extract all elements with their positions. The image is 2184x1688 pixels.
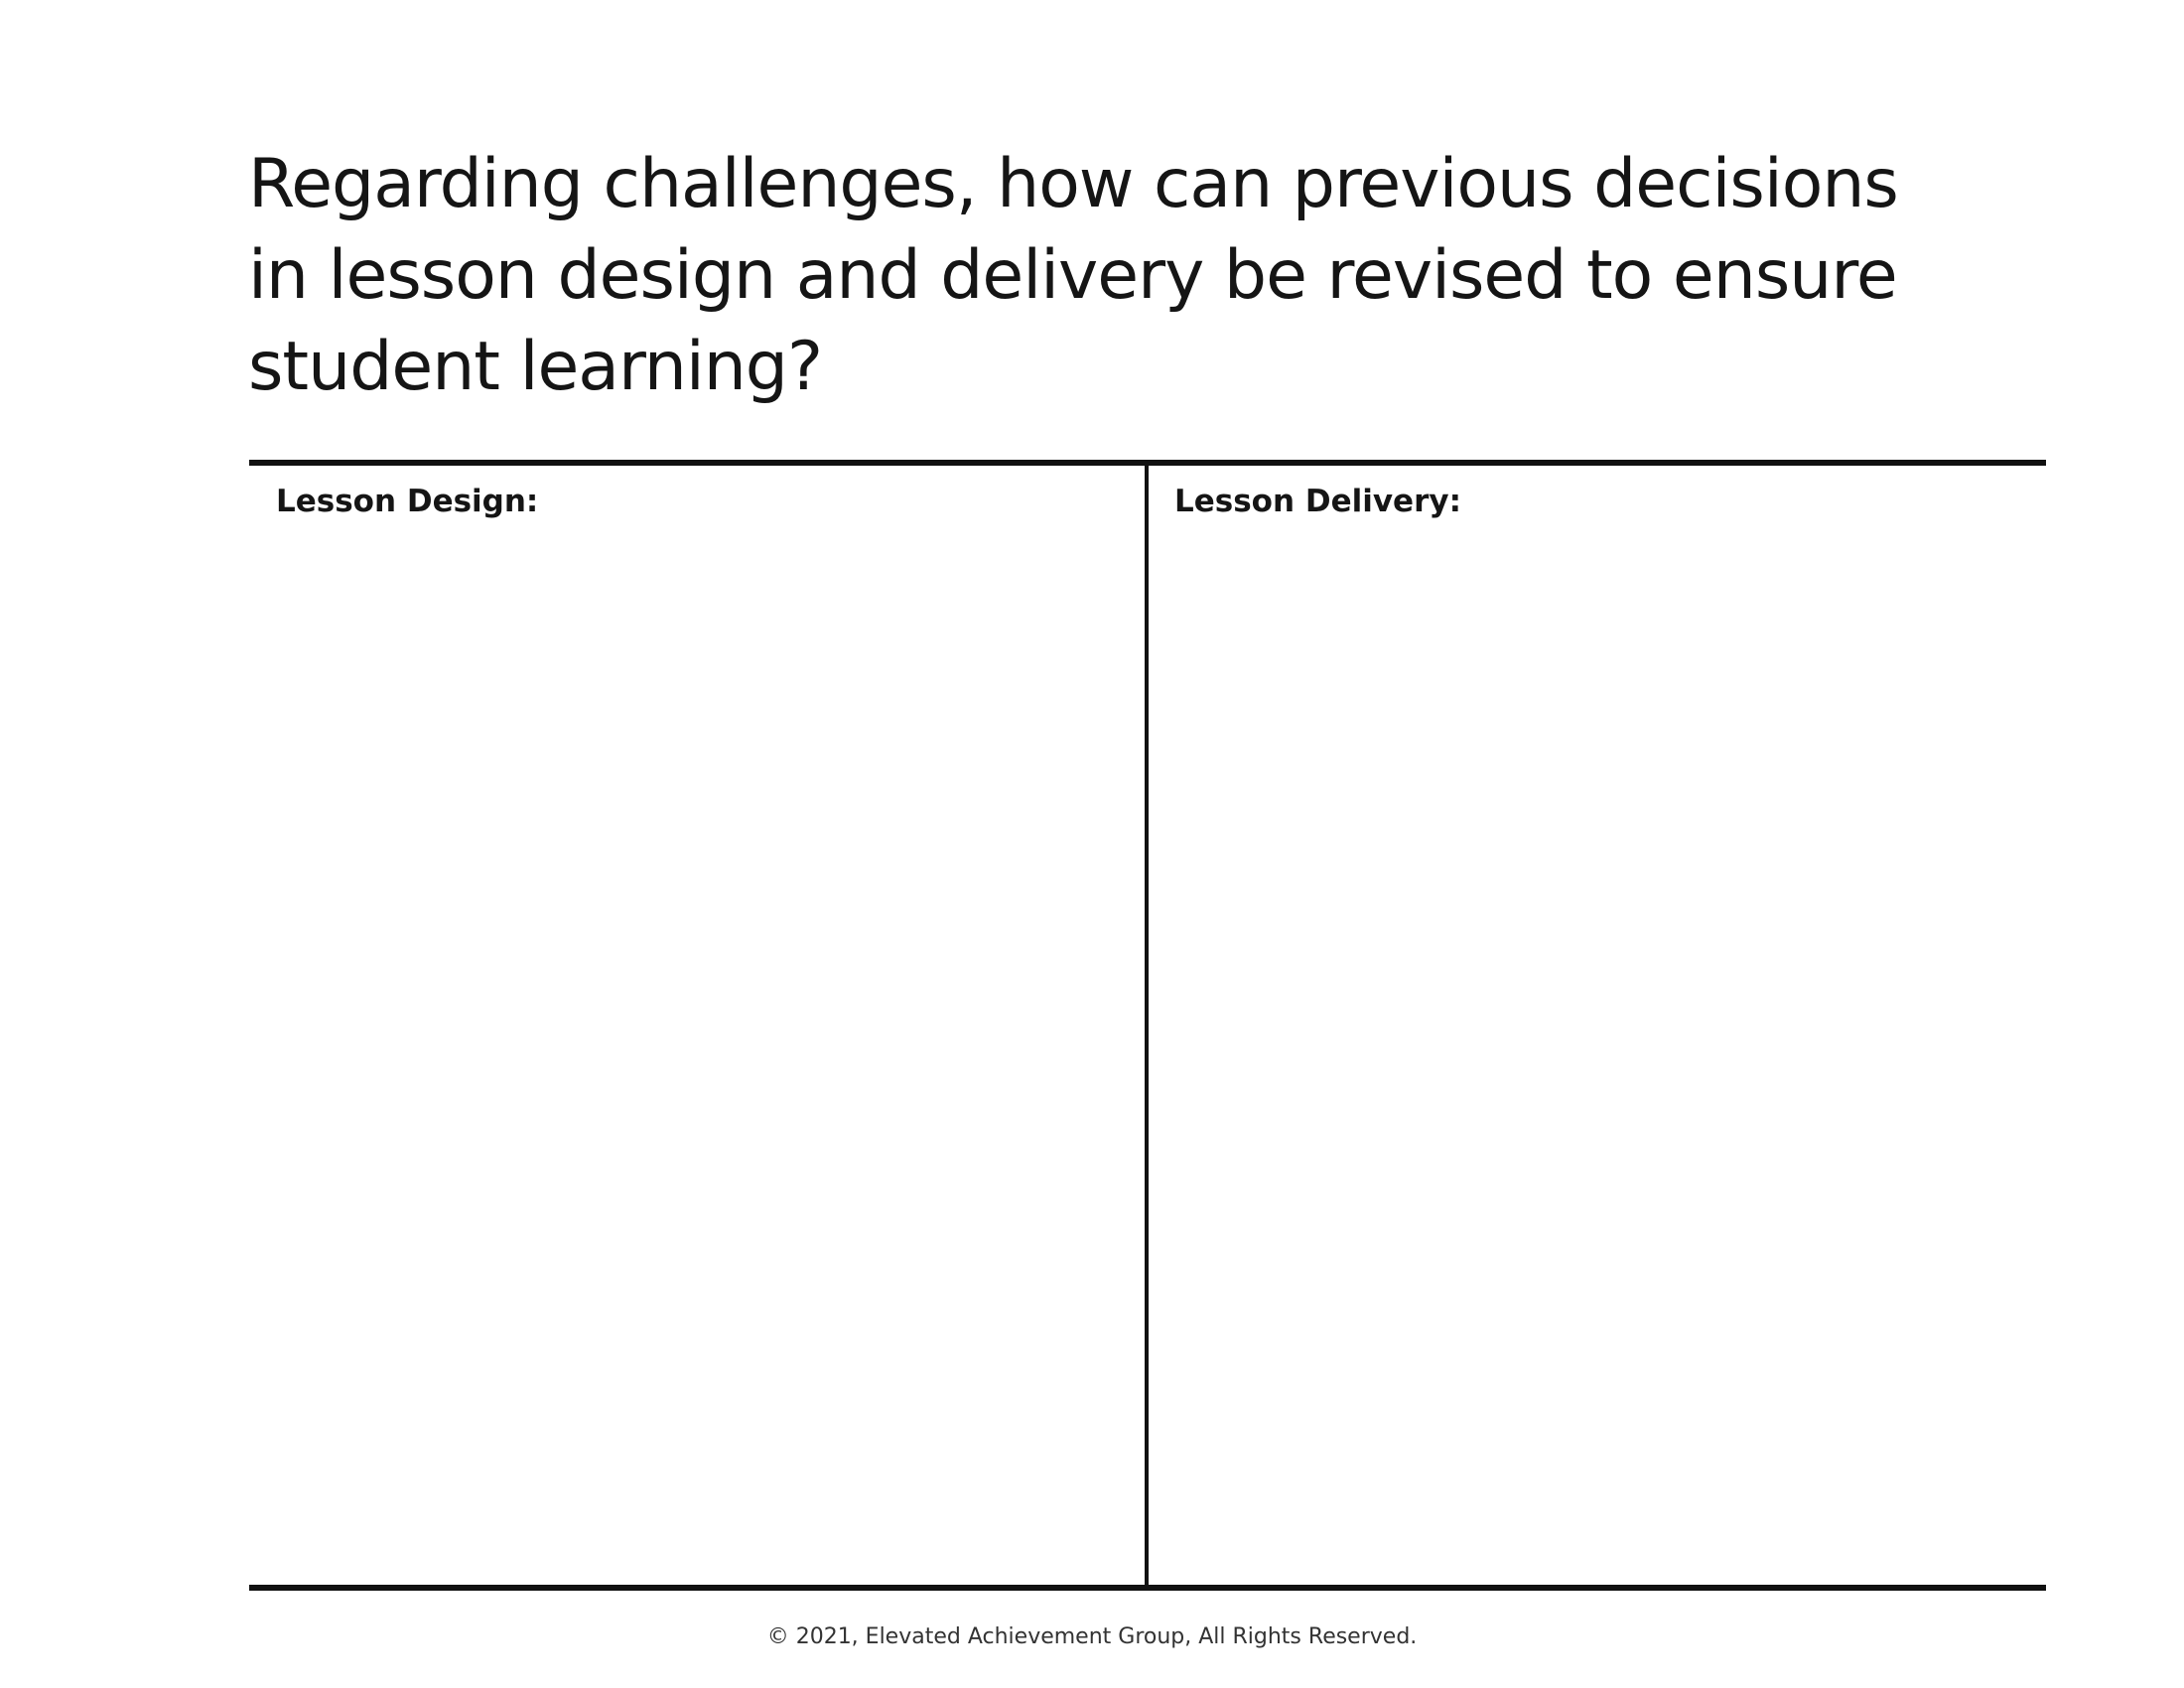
table-bottom-rule bbox=[249, 1585, 2046, 1591]
question-line: student learning? bbox=[248, 328, 823, 406]
lesson-delivery-response-area[interactable] bbox=[1149, 466, 2046, 1585]
lesson-design-response-area[interactable] bbox=[249, 466, 1145, 1585]
question-line: Regarding challenges, how can previous decisions bbox=[248, 145, 1898, 223]
lesson-design-label: Lesson Design: bbox=[276, 484, 539, 519]
worksheet-question bbox=[248, 139, 2075, 413]
question-line: in lesson design and delivery be revised to ensure bbox=[248, 236, 1897, 315]
copyright-footer: © 2021, Elevated Achievement Group, All Rights Reserved. bbox=[766, 1624, 1418, 1649]
lesson-delivery-label: Lesson Delivery: bbox=[1174, 484, 1461, 519]
